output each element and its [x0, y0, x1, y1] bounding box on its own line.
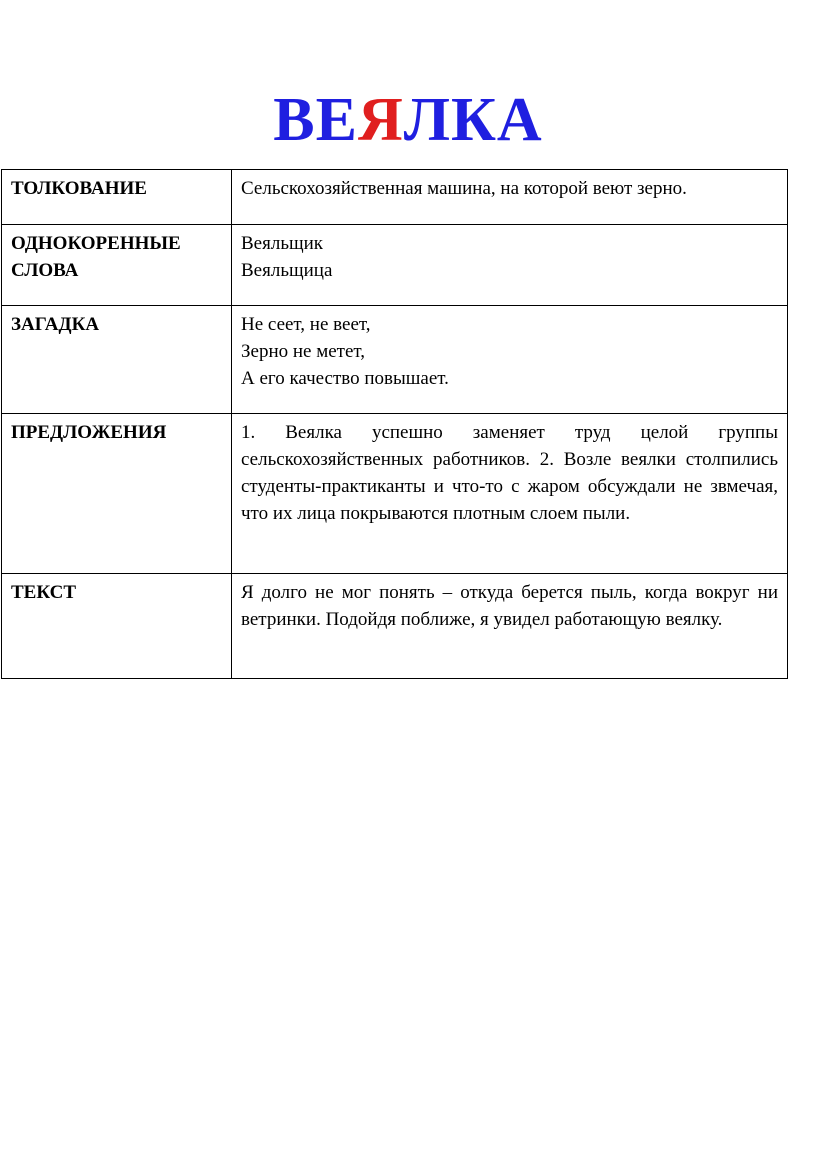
riddle-label: ЗАГАДКА	[2, 306, 232, 414]
text-content: Я долго не мог понять – откуда берется пыль, когда вокруг ни ветринки. Подойдя поближе, я увидел работающую веялку.	[232, 574, 788, 679]
related-words-label: ОДНОКОРЕННЫЕ СЛОВА	[2, 225, 232, 306]
title-part-3: ЛКА	[403, 86, 543, 154]
related-word-2: Веяльщица	[241, 260, 333, 281]
definition-content	[232, 170, 788, 225]
sentences-content: 1. Веялка успешно заменяет труд целой группы сельскохозяйственных работников. 2. Возле веялки столпились студенты-практиканты и что-то с жаром обсуждали не звмечая, что их лица покрываются плотным слоем пыли.	[232, 414, 788, 574]
sentences-label: ПРЕДЛОЖЕНИЯ	[2, 414, 232, 574]
table-row-sentences	[2, 414, 788, 574]
word-card-table	[1, 169, 788, 679]
riddle-line-1: Не сеет, не веет,	[241, 314, 371, 335]
title-part-2: Я	[358, 86, 404, 154]
title-part-1: ВЕ	[273, 86, 358, 154]
riddle-line-2: Зерно не метет,	[241, 341, 366, 362]
page-title	[0, 84, 816, 156]
definition-line: Сельскохозяйственная машина, на которой веют зерно.	[241, 178, 687, 199]
riddle-content	[232, 306, 788, 414]
related-words-content	[232, 225, 788, 306]
definition-label: ТОЛКОВАНИЕ	[2, 170, 232, 225]
table-row-riddle	[2, 306, 788, 414]
related-word-1: Веяльщик	[241, 233, 324, 254]
table-row-definition	[2, 170, 788, 225]
text-label: ТЕКСТ	[2, 574, 232, 679]
table-row-related-words	[2, 225, 788, 306]
table-row-text	[2, 574, 788, 679]
riddle-line-3: А его качество повышает.	[241, 368, 449, 389]
